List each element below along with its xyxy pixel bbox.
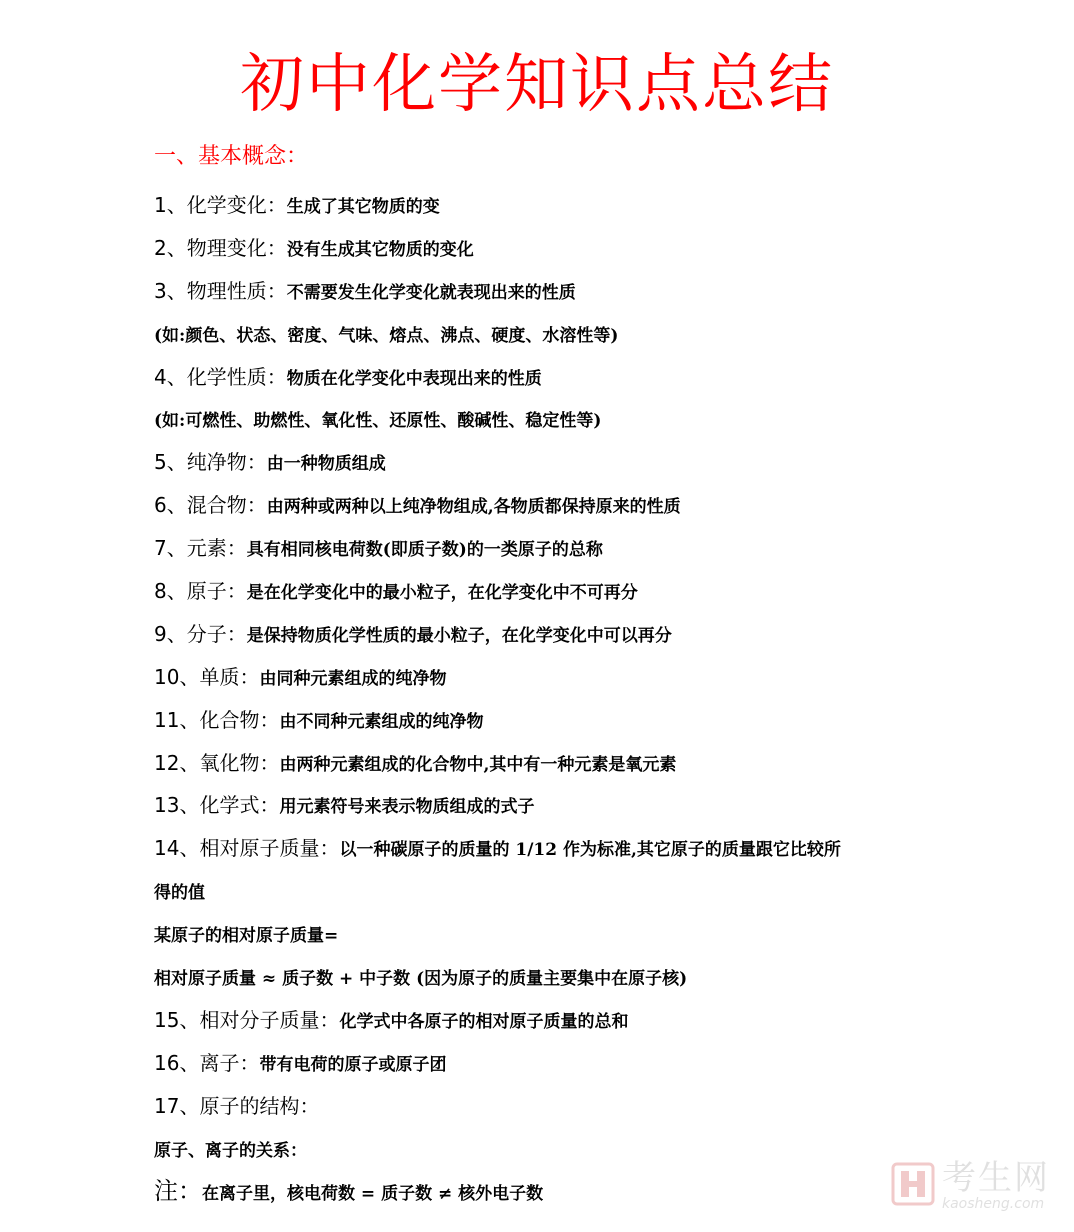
concept-line bbox=[154, 1085, 954, 1128]
concept-definition: 是在化学变化中的最小粒子，在化学变化中不可再分 bbox=[246, 583, 638, 604]
concept-line bbox=[154, 742, 954, 785]
watermark-cn: 考生网 bbox=[942, 1158, 1050, 1198]
concept-term: 8、原子： bbox=[154, 579, 247, 604]
concept-line bbox=[154, 827, 954, 870]
concept-line bbox=[154, 184, 954, 227]
concept-definition: 没有生成其它物质的变化 bbox=[286, 239, 474, 260]
concept-definition: 具有相同核电荷数(即质子数)的一类原子的总称 bbox=[246, 540, 603, 561]
concept-line bbox=[154, 484, 954, 527]
watermark-logo-icon bbox=[890, 1161, 936, 1211]
concept-term: 17、原子的结构： bbox=[154, 1093, 320, 1118]
concept-line bbox=[154, 570, 954, 613]
concept-line bbox=[154, 1128, 954, 1171]
concept-line bbox=[154, 613, 954, 656]
concept-line bbox=[154, 398, 954, 441]
concept-term: 6、混合物： bbox=[154, 493, 267, 518]
concept-term: 14、相对原子质量： bbox=[154, 836, 340, 861]
concept-term: 9、分子： bbox=[154, 621, 247, 646]
concept-term: 13、化学式： bbox=[154, 793, 280, 818]
concept-term: 10、单质： bbox=[154, 664, 260, 689]
concept-definition: 用元素符号来表示物质组成的式子 bbox=[279, 797, 535, 818]
concept-list bbox=[154, 184, 954, 1213]
concept-line bbox=[154, 1042, 954, 1085]
concept-term: 5、纯净物： bbox=[154, 450, 267, 475]
concept-definition: (如:颜色、状态、密度、气味、熔点、沸点、硬度、水溶性等) bbox=[154, 325, 619, 346]
watermark bbox=[890, 1160, 1050, 1212]
concept-term: 4、化学性质： bbox=[154, 364, 287, 389]
concept-line bbox=[154, 270, 954, 313]
concept-line bbox=[154, 699, 954, 742]
concept-definition: (如:可燃性、助燃性、氧化性、还原性、酸碱性、稳定性等) bbox=[154, 411, 602, 432]
section-heading: 一、基本概念： bbox=[154, 144, 309, 169]
concept-term: 16、离子： bbox=[154, 1050, 260, 1075]
concept-definition: 带有电荷的原子或原子团 bbox=[259, 1054, 447, 1075]
concept-line bbox=[154, 999, 954, 1042]
concept-line bbox=[154, 913, 954, 956]
concept-definition: 化学式中各原子的相对原子质量的总和 bbox=[339, 1011, 629, 1032]
watermark-en: kaosheng.com bbox=[942, 1196, 1045, 1212]
concept-definition: 物质在化学变化中表现出来的性质 bbox=[286, 368, 542, 389]
concept-line bbox=[154, 313, 954, 356]
concept-definition: 相对原子质量 ≈ 质子数 + 中子数 (因为原子的质量主要集中在原子核) bbox=[154, 969, 688, 990]
concept-definition: 某原子的相对原子质量= bbox=[154, 926, 339, 947]
concept-term: 2、物理变化： bbox=[154, 235, 287, 260]
concept-definition: 是保持物质化学性质的最小粒子，在化学变化中可以再分 bbox=[246, 625, 672, 646]
concept-line bbox=[154, 441, 954, 484]
concept-line bbox=[154, 870, 954, 913]
concept-definition: 由两种或两种以上纯净物组成,各物质都保持原来的性质 bbox=[266, 497, 681, 518]
concept-definition: 由两种元素组成的化合物中,其中有一种元素是氧元素 bbox=[279, 754, 677, 775]
concept-definition: 生成了其它物质的变 bbox=[286, 197, 440, 217]
concept-line bbox=[154, 656, 954, 699]
concept-term: 1、化学变化： bbox=[154, 193, 287, 217]
note-term: 注： bbox=[154, 1177, 202, 1206]
note-definition: 在离子里，核电荷数 = 质子数 ≠ 核外电子数 bbox=[202, 1184, 544, 1205]
concept-definition: 不需要发生化学变化就表现出来的性质 bbox=[286, 282, 576, 303]
concept-term: 12、氧化物： bbox=[154, 750, 280, 775]
concept-definition: 由一种物质组成 bbox=[266, 454, 386, 475]
concept-term: 11、化合物： bbox=[154, 707, 280, 732]
concept-definition: 得的值 bbox=[154, 883, 205, 904]
document-title: 初中化学知识点总结 bbox=[240, 48, 834, 122]
concept-line bbox=[154, 356, 954, 399]
concept-term: 3、物理性质： bbox=[154, 278, 287, 303]
concept-definition: 原子、离子的关系： bbox=[154, 1140, 307, 1161]
concept-definition: 以一种碳原子的质量的 1/12 作为标准,其它原子的质量跟它比较所 bbox=[339, 840, 841, 861]
concept-definition: 由同种元素组成的纯净物 bbox=[259, 668, 447, 689]
note-line bbox=[154, 1170, 954, 1213]
concept-line bbox=[154, 956, 954, 999]
concept-line bbox=[154, 527, 954, 570]
concept-line bbox=[154, 227, 954, 270]
concept-line bbox=[154, 784, 954, 827]
concept-term: 15、相对分子质量： bbox=[154, 1007, 340, 1032]
concept-term: 7、元素： bbox=[154, 536, 247, 561]
concept-definition: 由不同种元素组成的纯净物 bbox=[279, 711, 484, 732]
